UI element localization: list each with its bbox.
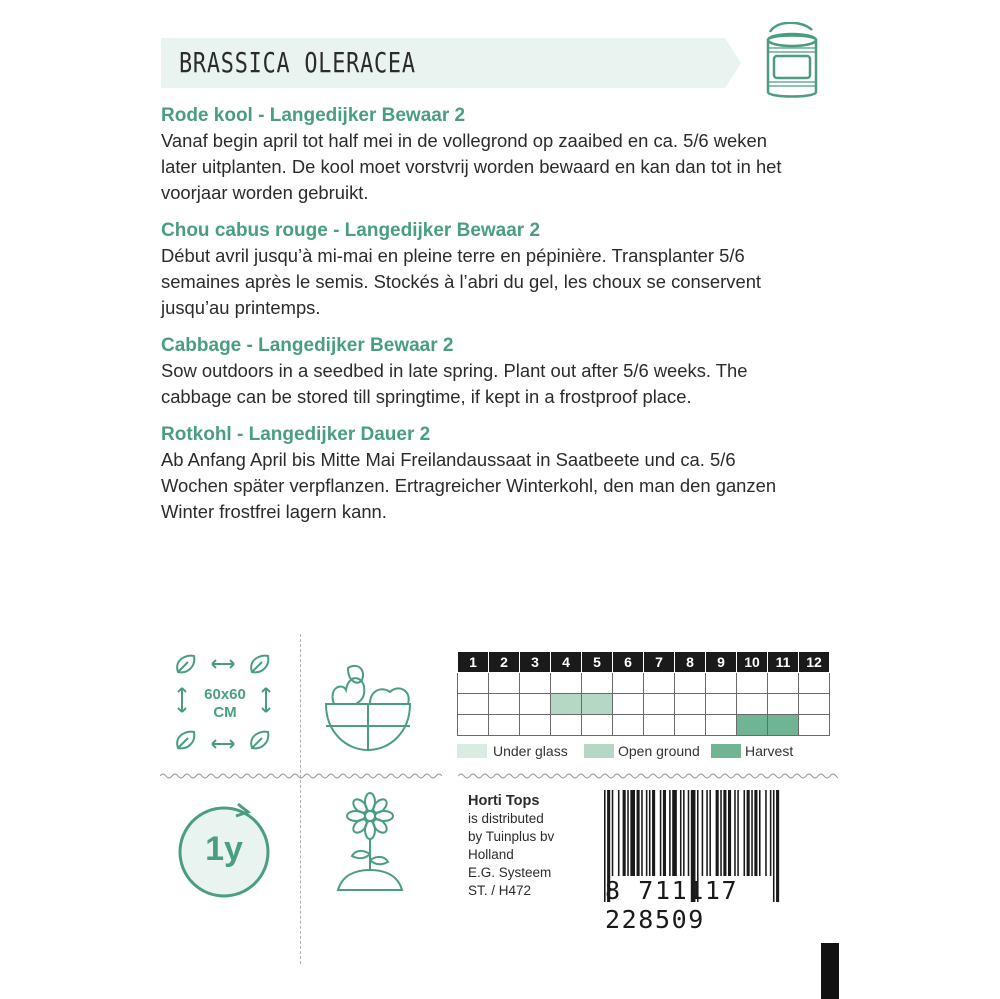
body-line: semaines après le semis. Stockés à l’abri du gel, les choux se conservent (161, 271, 762, 292)
calendar-row (458, 694, 830, 715)
barcode-bar (660, 790, 662, 876)
sprouting-plant-icon (320, 790, 420, 900)
month-cell: 7 (644, 652, 675, 673)
barcode-bar (683, 790, 685, 876)
calendar-cell (520, 673, 551, 694)
body-line: later uitplanten. De kool moet vorstvrij worden bewaard en kan dan tot in het (161, 156, 782, 177)
calendar-cell (799, 694, 830, 715)
barcode-bar (737, 790, 739, 876)
section-body (161, 243, 851, 321)
barcode-bar (637, 790, 640, 876)
brand-name: Horti Tops (468, 793, 540, 809)
wavy-divider (458, 772, 838, 780)
calendar-cell (675, 673, 706, 694)
body-line: Wochen später verpflanzen. Ertragreicher Winterkohl, den man den ganzen (161, 475, 777, 496)
legend-swatch (711, 744, 741, 758)
calendar-cell (582, 673, 613, 694)
body-line: Winter frostfrei lagern kann. (161, 501, 387, 522)
legend-label: Harvest (745, 743, 794, 759)
barcode-bar (663, 790, 666, 876)
lifecycle-label: 1y (205, 830, 243, 868)
distributor-info (468, 792, 588, 900)
month-cell: 6 (613, 652, 644, 673)
calendar-month-row (458, 652, 830, 673)
month-cell: 2 (489, 652, 520, 673)
barcode-bar (720, 790, 722, 876)
calendar-cell (644, 694, 675, 715)
body-line: jusqu’au printemps. (161, 297, 321, 318)
calendar-cell (582, 715, 613, 736)
calendar-cell (613, 694, 644, 715)
calendar-cell (613, 715, 644, 736)
barcode-bar (716, 790, 719, 876)
calendar-cell (737, 715, 768, 736)
spacing-label (190, 686, 260, 722)
legend-label: Under glass (493, 743, 568, 759)
month-cell: 3 (520, 652, 551, 673)
distributor-line: ST. / H472 (468, 883, 532, 898)
body-line: Début avril jusqu’à mi-mai en pleine terre en pépinière. Transplanter 5/6 (161, 245, 745, 266)
calendar-cell (551, 694, 582, 715)
legend-label: Open ground (618, 743, 700, 759)
calendar-row (458, 673, 830, 694)
barcode-bar (618, 790, 620, 876)
vertical-divider (300, 634, 301, 964)
month-cell: 4 (551, 652, 582, 673)
calendar-cell (644, 673, 675, 694)
calendar-cell (520, 694, 551, 715)
calendar-cell (613, 673, 644, 694)
calendar-cell (582, 694, 613, 715)
body-line: Sow outdoors in a seedbed in late spring. Plant out after 5/6 weeks. The (161, 360, 748, 381)
calendar-cell (768, 694, 799, 715)
barcode-bar (649, 790, 651, 876)
barcode-bar (734, 790, 736, 876)
section-title: Cabbage - Langedijker Bewaar 2 (161, 335, 454, 356)
section-body (161, 358, 851, 410)
barcode-bar (641, 790, 643, 876)
title-banner (161, 38, 741, 88)
section-title: Rode kool - Langedijker Bewaar 2 (161, 105, 466, 126)
calendar-cell (458, 673, 489, 694)
distributor-line: by Tuinplus bv (468, 829, 555, 844)
legend-swatch (584, 744, 614, 758)
calendar-cell (675, 715, 706, 736)
section-english (161, 334, 851, 410)
calendar-cell (458, 694, 489, 715)
barcode-bar (646, 790, 648, 876)
barcode-number: 8 711117 228509 (605, 876, 739, 934)
barcode-bar (709, 790, 711, 876)
month-cell: 12 (799, 652, 830, 673)
barcode-bar (744, 790, 746, 876)
calendar-cell (706, 694, 737, 715)
month-cell: 1 (458, 652, 489, 673)
calendar-cell (737, 673, 768, 694)
spacing-unit: CM (213, 704, 237, 721)
barcode-bar (770, 790, 772, 876)
barcode-bar (747, 790, 750, 876)
calendar-cell (520, 715, 551, 736)
calendar-cell (675, 694, 706, 715)
barcode-bar (706, 790, 708, 876)
calendar-cell (458, 715, 489, 736)
calendar-row (458, 715, 830, 736)
barcode-bar (765, 790, 767, 876)
species-title: BRASSICA OLERACEA (179, 46, 416, 79)
barcode-bar (702, 790, 704, 876)
calendar-cell (737, 694, 768, 715)
barcode-bar (751, 790, 753, 876)
distributor-line: E.G. Systeem (468, 865, 552, 880)
barcode-bar (612, 790, 614, 876)
section-body (161, 447, 851, 525)
barcode-bar (728, 790, 731, 876)
barcode-bar (627, 790, 629, 876)
section-title: Rotkohl - Langedijker Dauer 2 (161, 424, 431, 445)
spacing-value: 60x60 (204, 686, 246, 703)
calendar-cell (551, 673, 582, 694)
month-cell: 8 (675, 652, 706, 673)
body-line: cabbage can be stored till springtime, if kept in a frostproof place. (161, 386, 692, 407)
section-german (161, 423, 851, 525)
calendar-cell (768, 673, 799, 694)
calendar-cell (644, 715, 675, 736)
body-line: Ab Anfang April bis Mitte Mai Freilandaussaat in Saatbeete und ca. 5/6 (161, 449, 736, 470)
black-marker-bar (821, 943, 839, 999)
calendar-cell (489, 673, 520, 694)
wavy-divider (160, 772, 442, 780)
calendar-cell (768, 715, 799, 736)
description-sections (161, 104, 851, 538)
barcode-bar (688, 790, 690, 876)
barcode-bar (672, 790, 677, 876)
calendar-cell (489, 715, 520, 736)
barcode-bar (759, 790, 761, 876)
body-line: voorjaar worden gebruikt. (161, 182, 369, 203)
calendar-cell (799, 715, 830, 736)
calendar-cell (799, 673, 830, 694)
barcode-bar (669, 790, 671, 876)
barcode-bar (754, 790, 757, 876)
section-body (161, 128, 851, 206)
distributor-line: is distributed (468, 811, 544, 826)
calendar-cell (551, 715, 582, 736)
sowing-calendar (457, 651, 830, 736)
calendar-cell (706, 673, 737, 694)
section-french (161, 219, 851, 321)
seed-can-icon (762, 22, 822, 100)
month-cell: 9 (706, 652, 737, 673)
barcode-bar (623, 790, 626, 876)
distributor-line: Holland (468, 847, 514, 862)
month-cell: 10 (737, 652, 768, 673)
barcode-bar (652, 790, 655, 876)
body-line: Vanaf begin april tot half mei in de vollegrond op zaaibed en ca. 5/6 weken (161, 130, 767, 151)
barcode-bar (680, 790, 682, 876)
section-title: Chou cabus rouge - Langedijker Bewaar 2 (161, 220, 541, 241)
month-cell: 5 (582, 652, 613, 673)
legend-swatch (457, 744, 487, 758)
calendar-cell (706, 715, 737, 736)
salad-bowl-icon (318, 656, 418, 756)
barcode-bar (630, 790, 635, 876)
month-cell: 11 (768, 652, 799, 673)
calendar-cell (489, 694, 520, 715)
barcode-bar (723, 790, 726, 876)
section-dutch (161, 104, 851, 206)
